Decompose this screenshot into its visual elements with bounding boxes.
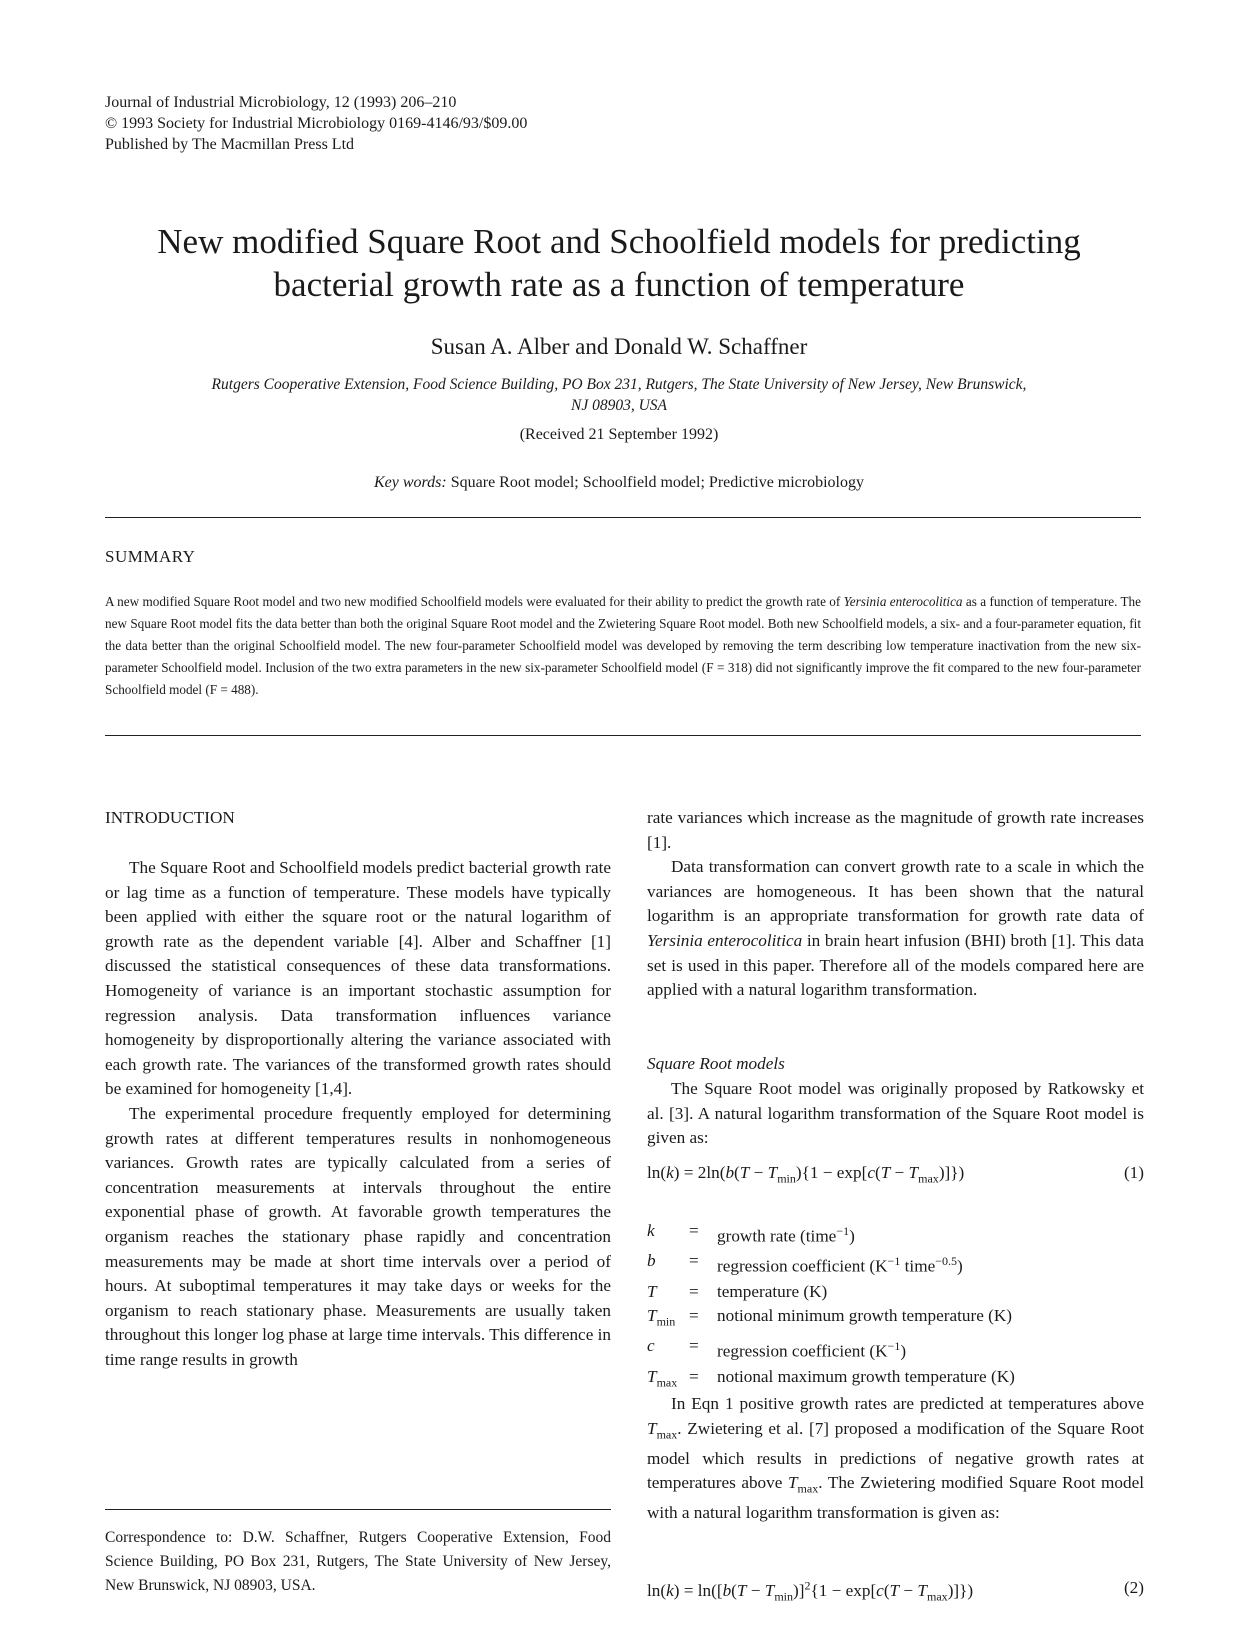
- keywords-text: Square Root model; Schoolfield model; Predictive microbiology: [450, 474, 864, 491]
- definition-row: $T_{min}$ = notional minimum growth temperature (K): [647, 1306, 1012, 1329]
- square-root-paragraph-2: In Eqn 1 positive growth rates are predicted at temperatures above $T_{max}$. Zwietering et al. [7] proposed a modification of the Square Root model which results in predictions of negative growth rates at temperatures above $T_{max}$. The Zwietering modified Square Root model with a natural logarithm transformation is given as:: [647, 1394, 1145, 1523]
- def-desc-end: time: [900, 1257, 936, 1277]
- def-symbol: T: [647, 1281, 657, 1301]
- def-symbol: T: [647, 1306, 657, 1326]
- introduction-body: [105, 856, 611, 1372]
- square-root-heading-text: Square Root models: [647, 1054, 785, 1073]
- sr-p2-c: . The Zwietering modified Square Root model with a natural logarithm transformation is given as:: [647, 1473, 1145, 1523]
- def-desc: notional maximum growth temperature (K): [717, 1366, 1015, 1386]
- definition-row: $T_{max}$ = notional maximum growth temperature (K): [647, 1366, 1015, 1390]
- intro-paragraph-4: [647, 855, 1144, 1003]
- correspondence-footnote: Correspondence to: D.W. Schaffner, Rutgers Cooperative Extension, Food Science Building, PO Box 231, Rutgers, The State University of New Jersey, New Brunswick, NJ 08903, USA.: [105, 1529, 611, 1594]
- square-root-paragraph-1: The Square Root model was originally proposed by Ratkowsky et al. [3]. A natural logarithm transformation of the Square Root model is given as:: [647, 1079, 1144, 1148]
- sr-p2-a: In Eqn 1 positive growth rates are predicted at temperatures above: [671, 1394, 1144, 1413]
- def-symbol: k: [647, 1221, 655, 1240]
- def-sup-2: −0.5: [935, 1254, 958, 1269]
- def-symbol: b: [647, 1251, 656, 1271]
- summary-text-1: A new modified Square Root model and two new modified Schoolfield models were evaluated for their ability to predict the growth rate of: [105, 594, 844, 609]
- footnote-rule: [105, 1509, 611, 1510]
- definition-row: c = regression coefficient $(K^{-1})$: [647, 1336, 907, 1362]
- intro-paragraph-1: The Square Root and Schoolfield models predict bacterial growth rate or lag time as a function of temperature. These models have typically been applied with either the square root or the natural logarithm of growth rate as the dependent variable [4]. Alber and Schaffner [1] discussed the statistical consequences of these data transformations. Homogeneity of variance is an important stochastic assumption for regression analysis. Data transformation influences variance homogeneity by disproportionally altering the variance associated with each growth rate. The variances of the transformed growth rates should be examined for homogeneity [1,4].: [105, 858, 611, 1099]
- definition-row: k = growth rate (time$^{-1}$): [647, 1221, 855, 1246]
- def-desc: regression coefficient (K: [717, 1342, 888, 1362]
- intro-paragraph-4-b: in brain heart infusion (BHI) broth [1]. This data set is used in this paper. Therefore all of the models compared here are applied with a natural logarithm transformation.: [647, 930, 1144, 1000]
- def-sup: −1: [887, 1339, 901, 1354]
- summary-species: Yersinia enterocolitica: [843, 594, 963, 609]
- def-desc: temperature (K): [717, 1281, 828, 1301]
- title-line-1: New modified Square Root and Schoolfield models for predicting: [157, 222, 1081, 261]
- keywords: [60, 474, 1178, 492]
- definition-row: T = temperature (K): [647, 1281, 828, 1301]
- equation-2-formula: $\ln(k) = \ln([b(T - T_{min})]^2\{1 - \exp[c(T - T_{max})]\})$: [647, 1578, 974, 1604]
- paper-title: [60, 220, 1178, 306]
- received-date: (Received 21 September 1992): [519, 426, 719, 443]
- summary-text: [105, 591, 1141, 701]
- divider-top: [105, 517, 1141, 518]
- intro-paragraph-3: rate variances which increase as the magnitude of growth rate increases [1].: [647, 808, 1144, 852]
- square-root-intro: [647, 1077, 1144, 1151]
- journal-header: [105, 92, 527, 155]
- def-symbol: T: [647, 1366, 657, 1386]
- equation-2: [647, 1578, 1144, 1604]
- journal-citation: Journal of Industrial Microbiology, 12 (1993) 206–210: [105, 94, 457, 111]
- def-desc-end: ): [849, 1226, 855, 1246]
- introduction-heading-text: INTRODUCTION: [105, 808, 235, 827]
- equation-1: [647, 1163, 1144, 1186]
- def-sup: −1: [836, 1224, 850, 1238]
- intro-paragraph-2: The experimental procedure frequently employed for determining growth rates at different temperatures results in nonhomogeneous variances. Growth rates are typically calculated from a series of concentration measurements at intervals throughout the entire exponential phase of growth. At favorable growth temperatures the organism reaches the stationary phase rapidly and concentration measurements may be made at short time intervals over a period of hours. At suboptimal temperatures it may take days or weeks for the organism to reach stationary phase. Measurements are usually taken throughout this longer log phase at large time intervals. This difference in time range results in growth: [105, 1103, 611, 1369]
- def-sup: −1: [887, 1254, 901, 1269]
- equation-1-formula: $\ln(k) = 2\ln(b(T - T_{min})\{1 - \exp[c(T - T_{max})]\})$: [647, 1163, 965, 1186]
- def-sub: min: [656, 1314, 676, 1329]
- def-sub: max: [656, 1375, 678, 1390]
- affiliation-line-2: NJ 08903, USA: [570, 397, 667, 414]
- def-desc: notional minimum growth temperature (K): [717, 1306, 1012, 1326]
- def-symbol: c: [647, 1336, 655, 1356]
- affiliation: [120, 374, 1118, 416]
- title-line-2: bacterial growth rate as a function of temperature: [273, 265, 965, 304]
- sr-p2-b: . Zwietering et al. [7] proposed a modification of the Square Root model which results in predictions of negative growth rates at temperatures above: [647, 1418, 1144, 1493]
- variable-definitions: [647, 1219, 1015, 1395]
- introduction-heading: [105, 806, 611, 831]
- affiliation-line-1: Rutgers Cooperative Extension, Food Science Building, PO Box 231, Rutgers, The State University of New Jersey, New Brunswick,: [211, 376, 1027, 393]
- divider-bottom: [105, 735, 1141, 736]
- publisher-line: Published by The Macmillan Press Ltd: [105, 136, 355, 153]
- right-column-body: [647, 806, 1144, 1003]
- copyright-line: © 1993 Society for Industrial Microbiology 0169-4146/93/$09.00: [105, 115, 528, 132]
- def-desc: growth rate (time: [717, 1226, 837, 1246]
- authors: Susan A. Alber and Donald W. Schaffner: [430, 334, 808, 359]
- equation-1-number: (1): [1123, 1163, 1144, 1182]
- summary-text-2: as a function of temperature. The new Square Root model fits the data better than both the original Square Root model and the Zwietering Square Root model. Both new Schoolfield models, a six- and a four-parameter equation, fit the data better than the original Schoolfield model. The new four-parameter Schoolfield model was developed by removing the term describing low temperature inactivation from the new six-parameter Schoolfield model. Inclusion of the two extra parameters in the new six-parameter Schoolfield model (F = 318) did not significantly improve the fit compared to the new four-parameter Schoolfield model (F = 488).: [105, 594, 1141, 697]
- def-desc: regression coefficient (K: [717, 1257, 888, 1277]
- def-desc-end: ): [900, 1342, 907, 1362]
- intro-paragraph-4-species: Yersinia enterocolitica: [647, 930, 803, 950]
- keywords-label: Key words:: [374, 474, 447, 491]
- definition-row: b = regression coefficient ($K^{-1}$ time$^{-0.5}$): [647, 1251, 963, 1277]
- summary-heading: SUMMARY: [105, 547, 196, 566]
- square-root-heading: [647, 1052, 1144, 1077]
- intro-paragraph-4-a: Data transformation can convert growth rate to a scale in which the variances are homogeneous. It has been shown that the natural logarithm is an appropriate transformation for growth rate data of: [647, 857, 1144, 926]
- equation-2-number: (2): [1123, 1578, 1144, 1597]
